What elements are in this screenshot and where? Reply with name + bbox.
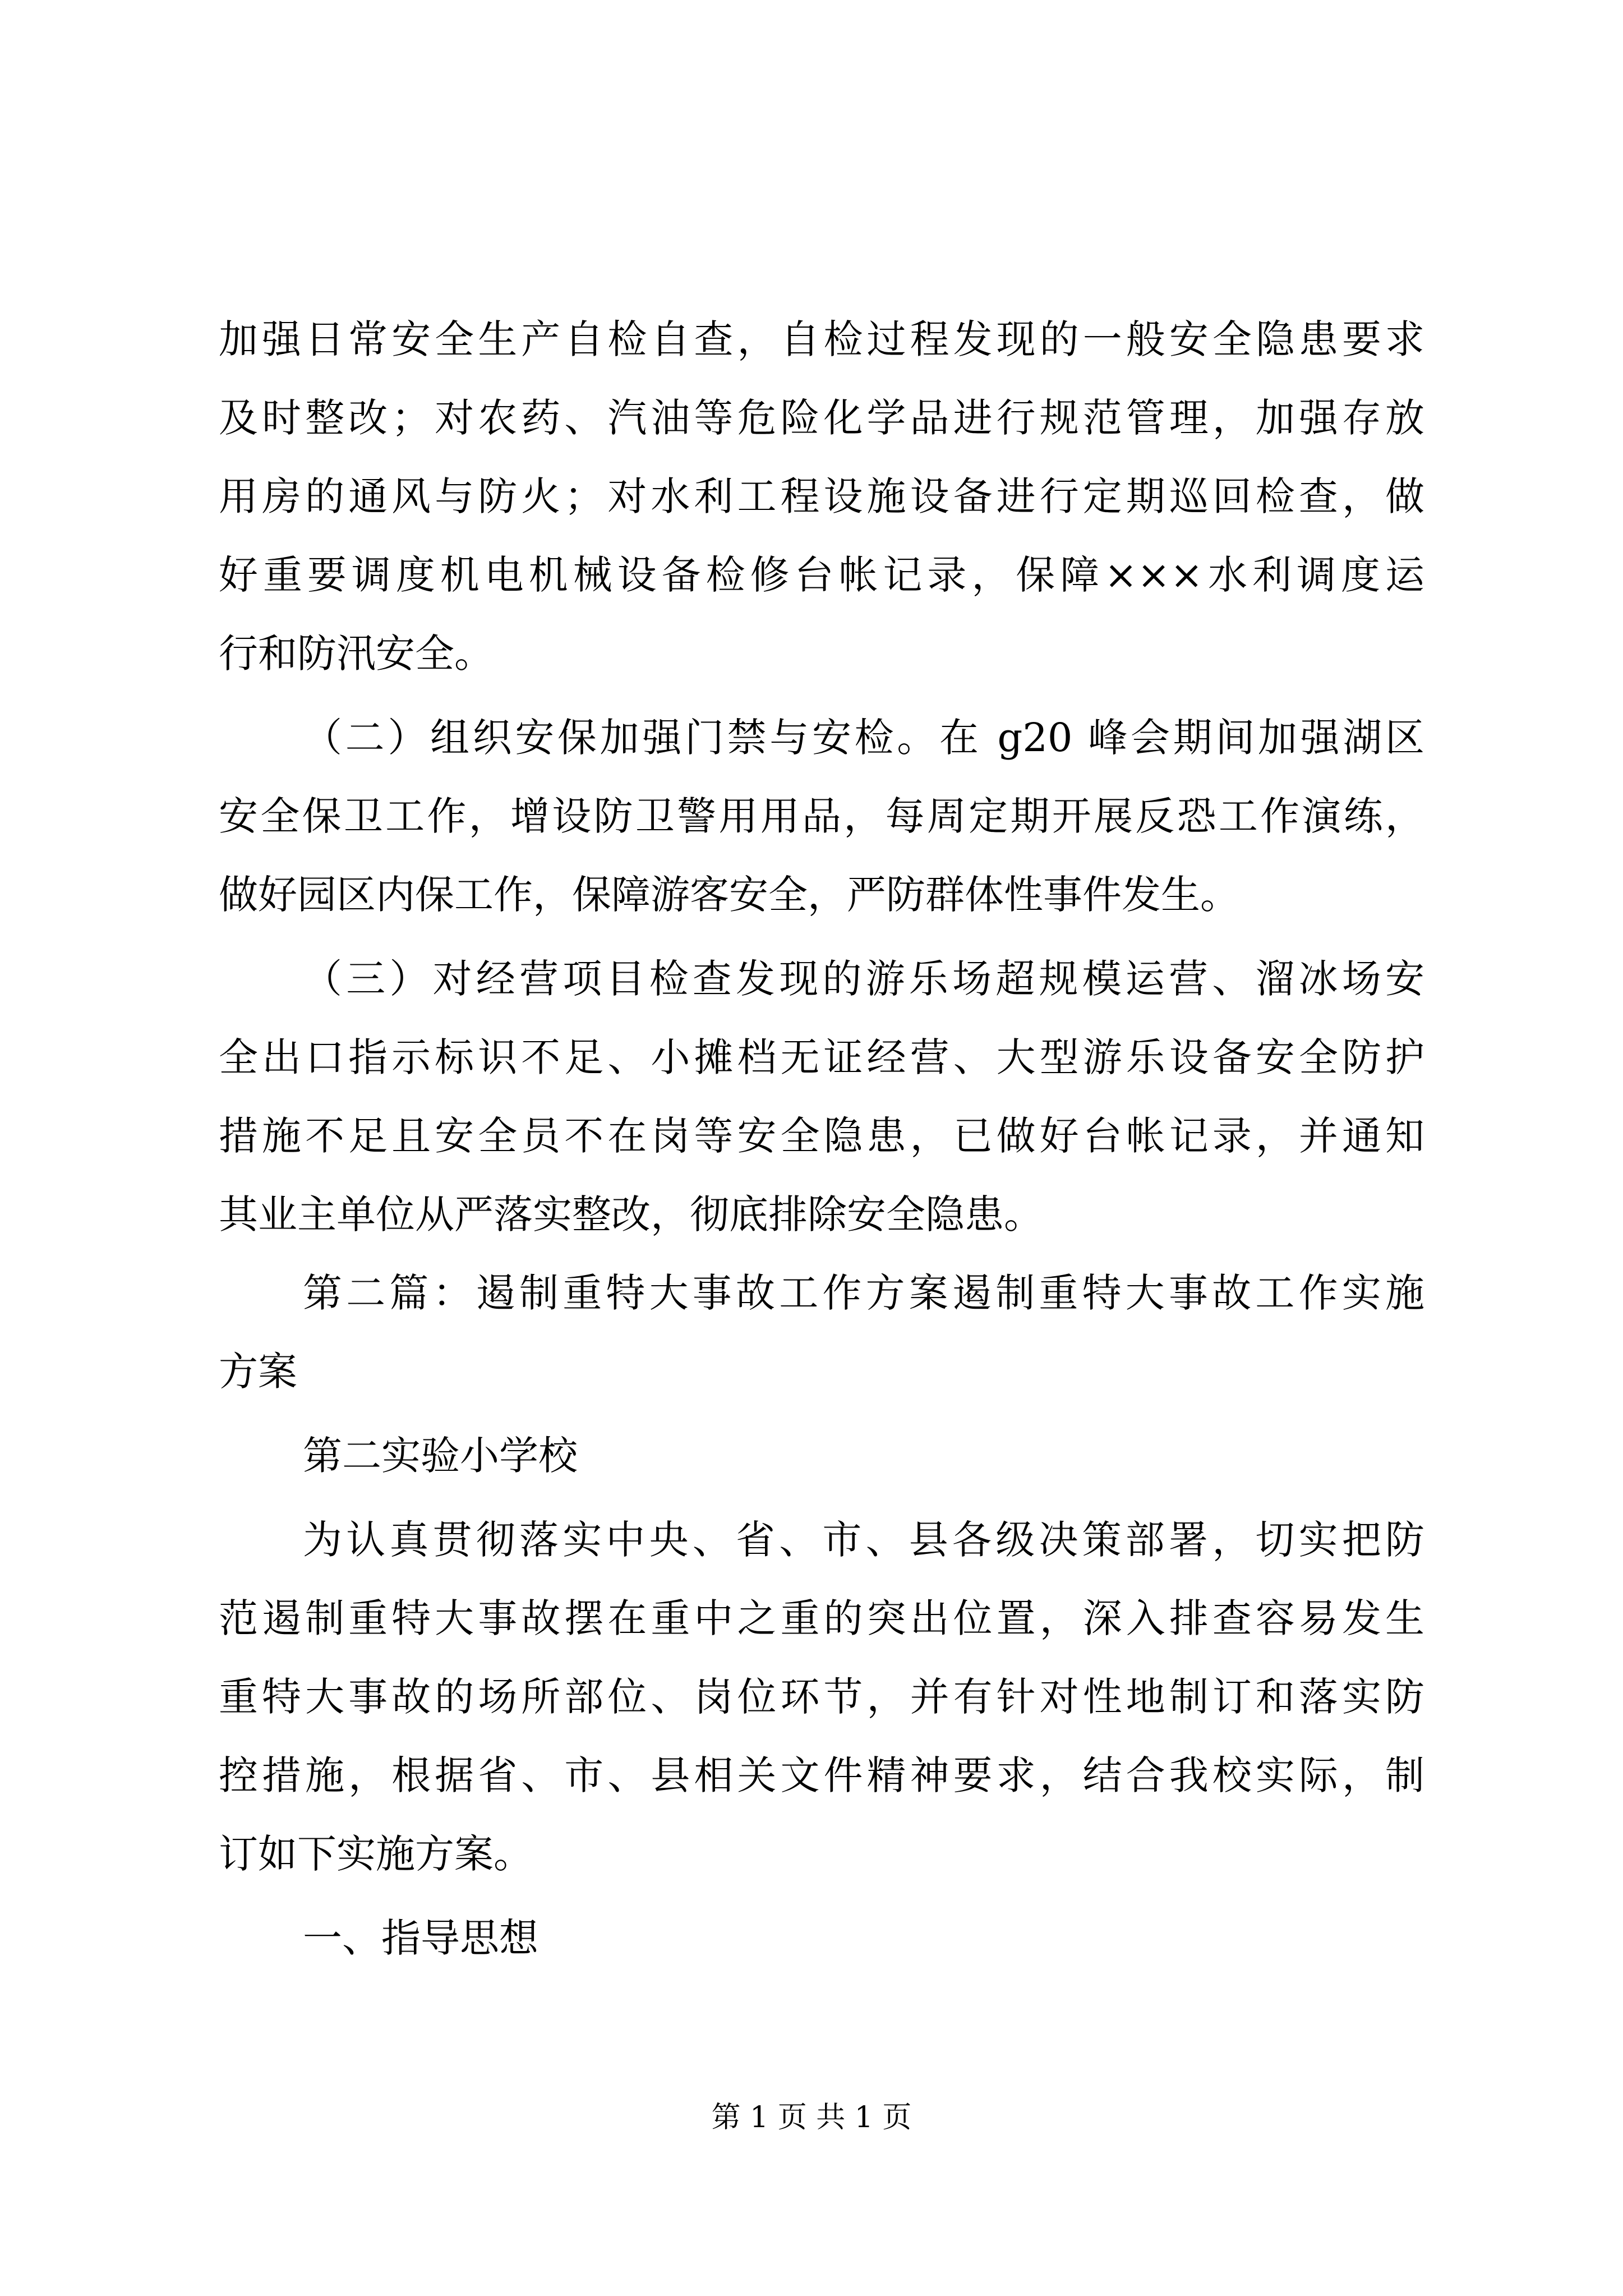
body-text-line: 好重要调度机电机械设备检修台帐记录，保障×××水利调度运 <box>219 552 1424 598</box>
body-text-line: 其业主单位从严落实整改，彻底排除安全隐患。 <box>219 1191 1043 1237</box>
body-text-line: 加强日常安全生产自检自查，自检过程发现的一般安全隐患要求 <box>219 316 1424 362</box>
body-text-line: 重特大事故的场所部位、岗位环节，并有针对性地制订和落实防 <box>219 1674 1424 1720</box>
body-text-line: 控措施，根据省、市、县相关文件精神要求，结合我校实际，制 <box>219 1752 1424 1798</box>
body-text-line: 订如下实施方案。 <box>219 1831 533 1877</box>
body-text-line: 措施不足且安全员不在岗等安全隐患，已做好台帐记录，并通知 <box>219 1113 1424 1159</box>
body-text-line: （二）组织安保加强门禁与安检。在 g20 峰会期间加强湖区 <box>303 715 1424 761</box>
body-text-line: 安全保卫工作，增设防卫警用用品，每周定期开展反恐工作演练， <box>219 793 1424 839</box>
subsection-heading: 一、指导思想 <box>303 1915 538 1961</box>
section-heading: 第二篇：遏制重特大事故工作方案遏制重特大事故工作实施 <box>303 1270 1424 1316</box>
body-text-line: 范遏制重特大事故摆在重中之重的突出位置，深入排查容易发生 <box>219 1595 1424 1641</box>
body-text-line: 全出口指示标识不足、小摊档无证经营、大型游乐设备安全防护 <box>219 1034 1424 1080</box>
body-text-line: （三）对经营项目检查发现的游乐场超规模运营、溜冰场安 <box>303 956 1424 1002</box>
body-text-line: 用房的通风与防火；对水利工程设施设备进行定期巡回检查，做 <box>219 473 1424 519</box>
school-name: 第二实验小学校 <box>303 1433 578 1479</box>
body-text-line: 为认真贯彻落实中央、省、市、县各级决策部署，切实把防 <box>303 1517 1424 1563</box>
body-text-line: 及时整改；对农药、汽油等危险化学品进行规范管理，加强存放 <box>219 395 1424 441</box>
body-text-line: 做好园区内保工作，保障游客安全，严防群体性事件发生。 <box>219 872 1239 918</box>
page-footer: 第 1 页 共 1 页 <box>711 2101 912 2134</box>
section-heading: 方案 <box>219 1349 297 1395</box>
body-text-line: 行和防汛安全。 <box>219 631 494 677</box>
